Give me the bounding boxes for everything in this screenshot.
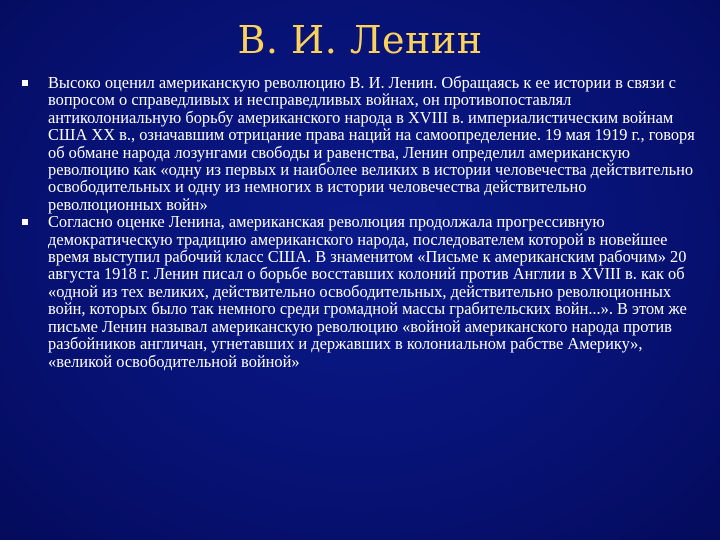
square-bullet-icon — [22, 80, 28, 86]
square-bullet-icon — [22, 219, 28, 225]
bullet-text: Высоко оценил американскую революцию В. И. Ленин. Обращаясь к ее истории в связи с вопросом о справедливых и несправедливых войнах, он противопоставлял антиколониальную борьбу американского народа в XVIII в. империалистическим войнам США XX в., означавшим отрицание права наций на самоопределение. 19 мая 1919 г., говоря об обмане народа лозунгами свободы и равенства, Ленин определил американскую революцию как «одну из первых и наиболее великих в истории человечества действительно освободительных и одну из немногих в истории человечества действительно революционных войн» — [48, 73, 695, 214]
bullet-item — [22, 74, 702, 213]
bullet-list — [22, 74, 702, 370]
bullet-item — [22, 213, 702, 370]
bullet-text: Согласно оценке Ленина, американская революция продолжала прогрессивную демократическую традицию американского народа, последователем которой в новейшее время выступил рабочий класс США. В знаменитом «Письме к американским рабочим» 20 августа 1918 г. Ленин писал о борьбе восставших колоний против Англии в XVIII в. как об «одной из тех великих, действительно освободительных, действительно революционных войн, которых было так немного среди громадной массы грабительских войн...». В этом же письме Ленин называл американскую революцию «войной американского народа против разбойников англичан, угнетавших и державших в колониальном рабстве Америку», «великой освободительной войной» — [48, 212, 687, 371]
slide-title: В. И. Ленин — [237, 18, 483, 62]
